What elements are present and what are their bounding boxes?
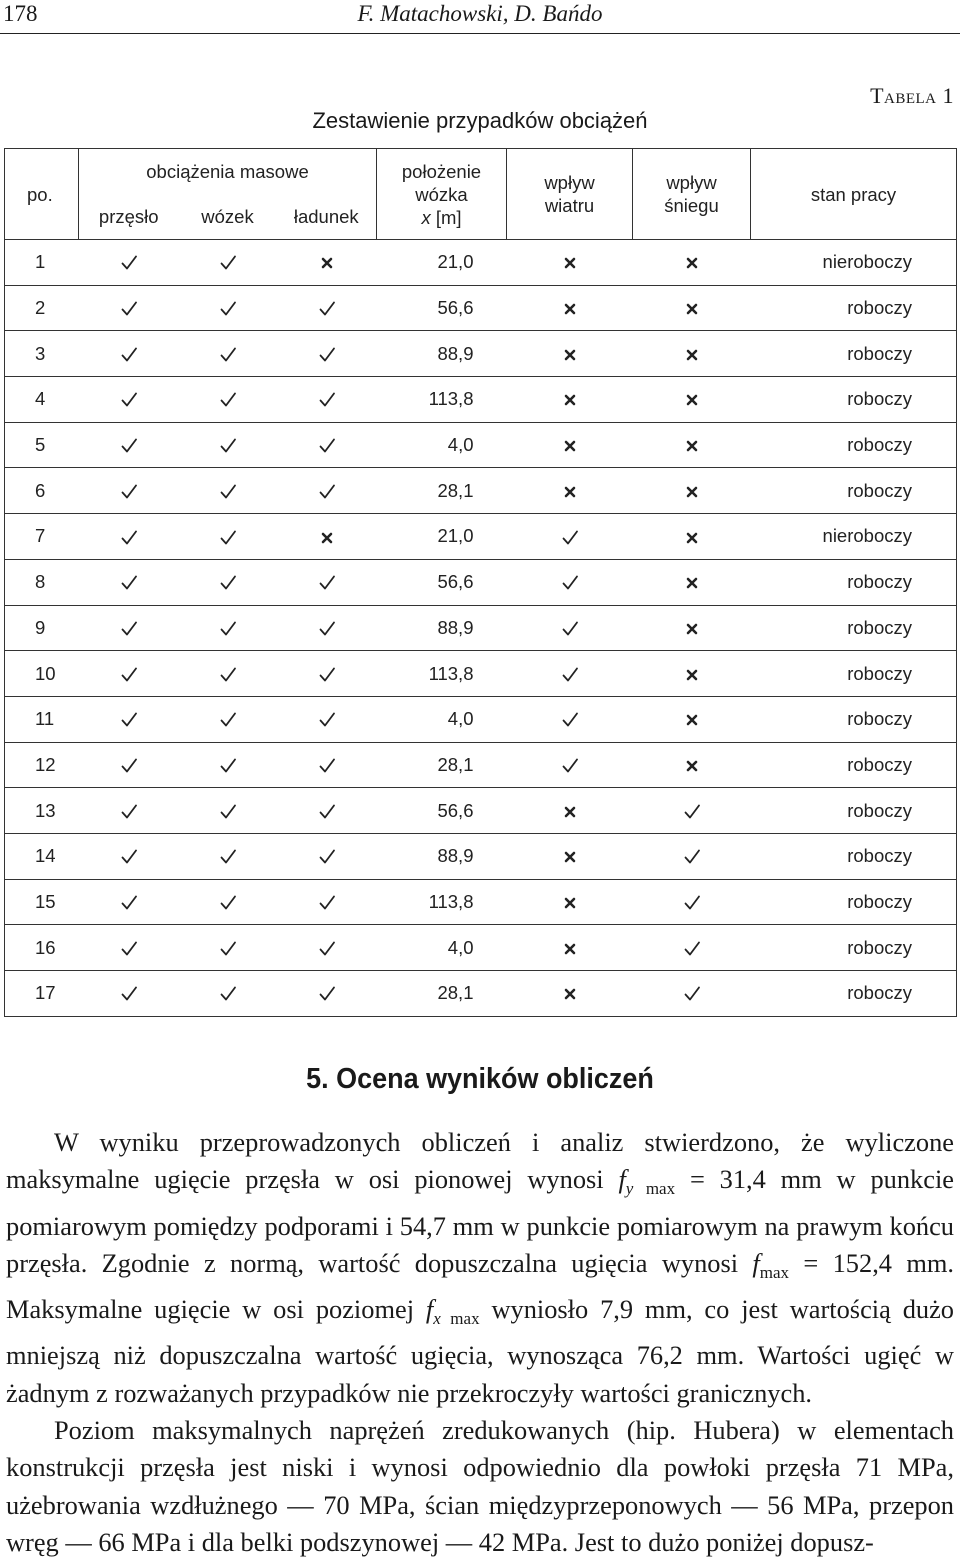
trolley-position: 21,0	[377, 514, 507, 560]
table-row	[5, 971, 957, 1017]
case-number: 1	[5, 240, 79, 286]
check-icon	[79, 651, 179, 697]
check-icon	[277, 285, 377, 331]
check-icon	[79, 742, 179, 788]
check-icon	[179, 833, 277, 879]
col-header-status: stan pracy	[751, 149, 957, 240]
trolley-position: 88,9	[377, 833, 507, 879]
cross-icon	[277, 240, 377, 286]
table-title: Zestawienie przypadków obciążeń	[312, 108, 648, 133]
cross-icon	[633, 331, 751, 377]
check-icon	[633, 971, 751, 1017]
operating-state: roboczy	[751, 651, 957, 697]
case-number: 5	[5, 422, 79, 468]
table-row	[5, 331, 957, 377]
case-number: 3	[5, 331, 79, 377]
check-icon	[507, 696, 633, 742]
check-icon	[79, 285, 179, 331]
cross-icon	[633, 514, 751, 560]
col-header-span: przęsło	[79, 194, 179, 240]
check-icon	[179, 377, 277, 423]
case-number: 8	[5, 559, 79, 605]
cross-icon	[633, 468, 751, 514]
operating-state: nieroboczy	[751, 240, 957, 286]
col-header-snow: wpływ śniegu	[633, 149, 751, 240]
col-header-position: położenie wózka x [m]	[377, 149, 507, 240]
check-icon	[277, 788, 377, 834]
table-body	[5, 240, 957, 1017]
case-number: 16	[5, 925, 79, 971]
operating-state: roboczy	[751, 468, 957, 514]
check-icon	[507, 514, 633, 560]
trolley-position: 28,1	[377, 468, 507, 514]
case-number: 13	[5, 788, 79, 834]
check-icon	[79, 788, 179, 834]
table-row	[5, 742, 957, 788]
col-header-trolley: wózek	[179, 194, 277, 240]
check-icon	[79, 422, 179, 468]
trolley-position: 21,0	[377, 240, 507, 286]
trolley-position: 88,9	[377, 331, 507, 377]
cross-icon	[507, 285, 633, 331]
check-icon	[277, 377, 377, 423]
check-icon	[277, 468, 377, 514]
table-row	[5, 651, 957, 697]
table-label: Tabela 1	[870, 83, 954, 108]
cross-icon	[277, 514, 377, 560]
check-icon	[79, 925, 179, 971]
check-icon	[79, 331, 179, 377]
case-number: 9	[5, 605, 79, 651]
cross-icon	[633, 285, 751, 331]
trolley-position: 4,0	[377, 696, 507, 742]
check-icon	[79, 833, 179, 879]
check-icon	[633, 788, 751, 834]
col-header-mass-loads: obciążenia masowe	[79, 149, 377, 194]
symbol-f-y-max: $f_{y max}$	[618, 1164, 676, 1199]
cross-icon	[507, 879, 633, 925]
operating-state: roboczy	[751, 331, 957, 377]
check-icon	[179, 925, 277, 971]
symbol-f-max: $f_{max}$	[752, 1247, 790, 1282]
check-icon	[79, 377, 179, 423]
check-icon	[633, 925, 751, 971]
case-number: 12	[5, 742, 79, 788]
check-icon	[179, 696, 277, 742]
trolley-position: 4,0	[377, 422, 507, 468]
operating-state: roboczy	[751, 833, 957, 879]
operating-state: roboczy	[751, 788, 957, 834]
cross-icon	[633, 240, 751, 286]
table-row	[5, 925, 957, 971]
cross-icon	[507, 925, 633, 971]
check-icon	[179, 285, 277, 331]
check-icon	[507, 605, 633, 651]
cross-icon	[507, 240, 633, 286]
check-icon	[179, 514, 277, 560]
check-icon	[633, 833, 751, 879]
trolley-position: 56,6	[377, 559, 507, 605]
cross-icon	[633, 696, 751, 742]
operating-state: nieroboczy	[751, 514, 957, 560]
operating-state: roboczy	[751, 696, 957, 742]
col-header-wind: wpływ wiatru	[507, 149, 633, 240]
case-number: 6	[5, 468, 79, 514]
cross-icon	[633, 422, 751, 468]
trolley-position: 56,6	[377, 285, 507, 331]
cross-icon	[507, 331, 633, 377]
table-row	[5, 833, 957, 879]
operating-state: roboczy	[751, 879, 957, 925]
case-number: 4	[5, 377, 79, 423]
check-icon	[79, 559, 179, 605]
check-icon	[179, 468, 277, 514]
operating-state: roboczy	[751, 377, 957, 423]
cross-icon	[633, 377, 751, 423]
check-icon	[179, 422, 277, 468]
operating-state: roboczy	[751, 925, 957, 971]
table-row	[5, 285, 957, 331]
operating-state: roboczy	[751, 742, 957, 788]
table-row	[5, 559, 957, 605]
check-icon	[277, 605, 377, 651]
cross-icon	[633, 605, 751, 651]
operating-state: roboczy	[751, 422, 957, 468]
col-header-no: po.	[5, 149, 79, 240]
cross-icon	[507, 422, 633, 468]
cross-icon	[507, 468, 633, 514]
check-icon	[79, 605, 179, 651]
operating-state: roboczy	[751, 559, 957, 605]
paragraph-2: Poziom maksymalnych naprężeń zredukowanych (hip. Hubera) w elementach konstrukcji przęsła jest niski i wynosi odpowiednio dla powłoki przęsła 71 MPa, użebrowania wzdłużnego — 70 MPa, ścian międzyprzeponowych — 56 MPa, przepon wręg — 66 MPa i dla belki podszynowej — 42 MPa. Jest to dużo poniżej dopusz-	[6, 1415, 954, 1557]
cross-icon	[633, 651, 751, 697]
case-number: 15	[5, 879, 79, 925]
cross-icon	[633, 742, 751, 788]
trolley-position: 56,6	[377, 788, 507, 834]
check-icon	[179, 971, 277, 1017]
operating-state: roboczy	[751, 285, 957, 331]
trolley-position: 113,8	[377, 377, 507, 423]
cross-icon	[507, 788, 633, 834]
case-number: 10	[5, 651, 79, 697]
check-icon	[79, 696, 179, 742]
table-row	[5, 377, 957, 423]
check-icon	[79, 514, 179, 560]
case-number: 14	[5, 833, 79, 879]
cross-icon	[507, 971, 633, 1017]
check-icon	[179, 559, 277, 605]
check-icon	[179, 605, 277, 651]
table-row	[5, 605, 957, 651]
check-icon	[507, 651, 633, 697]
trolley-position: 28,1	[377, 971, 507, 1017]
cross-icon	[633, 559, 751, 605]
body-text	[6, 1124, 954, 1561]
table-row	[5, 788, 957, 834]
trolley-position: 113,8	[377, 651, 507, 697]
operating-state: roboczy	[751, 605, 957, 651]
trolley-position: 4,0	[377, 925, 507, 971]
case-number: 7	[5, 514, 79, 560]
check-icon	[179, 879, 277, 925]
check-icon	[277, 742, 377, 788]
check-icon	[79, 879, 179, 925]
check-icon	[277, 833, 377, 879]
table-row	[5, 514, 957, 560]
cross-icon	[507, 377, 633, 423]
check-icon	[179, 788, 277, 834]
check-icon	[277, 971, 377, 1017]
check-icon	[277, 879, 377, 925]
table-row	[5, 240, 957, 286]
case-number: 11	[5, 696, 79, 742]
check-icon	[179, 651, 277, 697]
check-icon	[277, 925, 377, 971]
load-cases-table	[4, 148, 956, 1017]
check-icon	[633, 879, 751, 925]
running-header	[0, 0, 960, 34]
page-number: 178	[3, 1, 38, 26]
check-icon	[277, 651, 377, 697]
trolley-position: 28,1	[377, 742, 507, 788]
running-author: F. Matachowski, D. Bańdo	[357, 1, 603, 26]
case-number: 17	[5, 971, 79, 1017]
check-icon	[79, 240, 179, 286]
check-icon	[507, 742, 633, 788]
table-row	[5, 468, 957, 514]
check-icon	[277, 331, 377, 377]
check-icon	[79, 468, 179, 514]
check-icon	[179, 240, 277, 286]
table-row	[5, 422, 957, 468]
paragraph-1: W wyniku przeprowadzonych obliczeń i analiz stwierdzono, że wyliczone maksymalne ugięcie przęsła w osi pionowej wynosi $f_{y max} = 31,4$ mm w punkcie pomiarowym pomiędzy podporami i 54,7 mm w punkcie pomiarowym na prawym końcu przęsła. Zgodnie z normą, wartość dopuszczalna ugięcia wynosi $f_{max} = 152,4$ mm. Maksymalne ugięcie w osi poziomej $f_{x max}$ wyniosło 7,9 mm, co jest wartością dużo mniejszą niż dopuszczalna wartość ugięcia, wynosząca 76,2 mm. Wartości ugięć w żadnym z rozważanych przypadków nie przekroczyły wartości granicznych.	[6, 1127, 954, 1408]
check-icon	[179, 331, 277, 377]
check-icon	[507, 559, 633, 605]
trolley-position: 88,9	[377, 605, 507, 651]
check-icon	[179, 742, 277, 788]
trolley-position: 113,8	[377, 879, 507, 925]
check-icon	[277, 559, 377, 605]
check-icon	[277, 696, 377, 742]
check-icon	[79, 971, 179, 1017]
table-row	[5, 879, 957, 925]
operating-state: roboczy	[751, 971, 957, 1017]
check-icon	[277, 422, 377, 468]
section-heading: 5. Ocena wyników obliczeń	[306, 1063, 654, 1095]
col-header-cargo: ładunek	[277, 194, 377, 240]
cross-icon	[507, 833, 633, 879]
symbol-f-x-max: $f_{x max}$	[425, 1294, 480, 1329]
table-row	[5, 696, 957, 742]
case-number: 2	[5, 285, 79, 331]
